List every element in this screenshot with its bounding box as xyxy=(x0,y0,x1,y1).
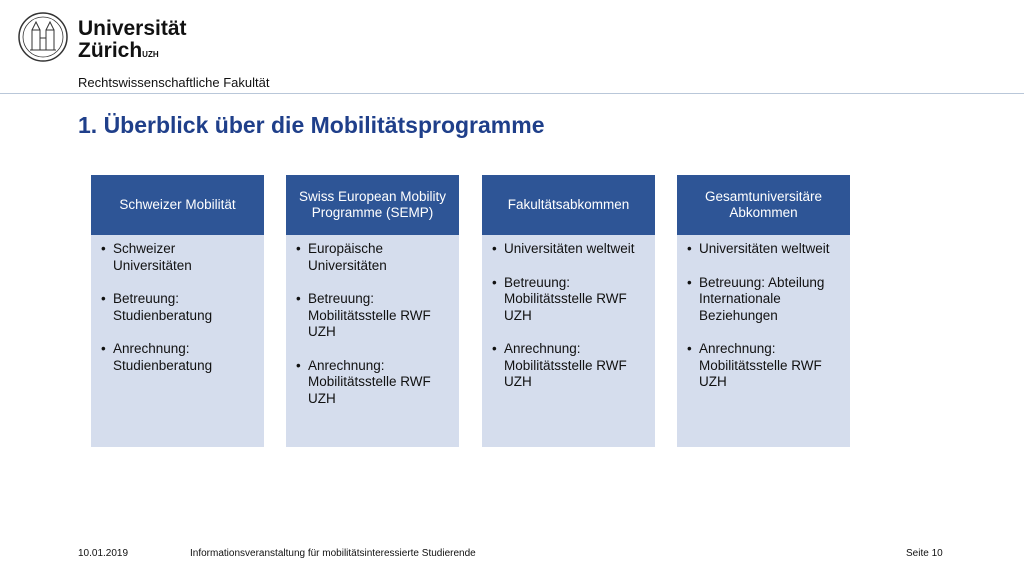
program-details xyxy=(286,235,459,447)
program-column-schweizer-mobilitaet xyxy=(91,175,264,447)
program-item: • Anrechnung: Mobilitätsstelle RWF UZH xyxy=(492,341,645,391)
university-name-line1: Universität xyxy=(78,17,187,40)
university-name-line2 xyxy=(78,40,187,62)
university-name-city: Zürich xyxy=(78,39,143,62)
program-heading: Schweizer Mobilität xyxy=(91,175,264,235)
program-item: • Universitäten weltweit xyxy=(492,241,645,258)
footer-date: 10.01.2019 xyxy=(78,548,129,559)
footer-event: Informationsveranstaltung für mobilitätsinteressierte Studierende xyxy=(190,548,476,559)
program-item: • Betreuung: Mobilitätsstelle RWF UZH xyxy=(492,275,645,325)
university-name xyxy=(78,18,187,62)
program-item: • Betreuung: Abteilung Internationale Beziehungen xyxy=(687,275,840,325)
program-item: • Universitäten weltweit xyxy=(687,241,840,258)
faculty-name: Rechtswissenschaftliche Fakultät xyxy=(78,75,270,90)
program-item: • Anrechnung: Studienberatung xyxy=(101,341,254,374)
university-seal-icon xyxy=(18,12,68,62)
program-column-gesamtuniversitaere-abkommen xyxy=(677,175,850,447)
program-item: • Anrechnung: Mobilitätsstelle RWF UZH xyxy=(687,341,840,391)
program-item: • Schweizer Universitäten xyxy=(101,241,254,274)
program-details xyxy=(482,235,655,447)
program-heading: Gesamtuniversitäre Abkommen xyxy=(677,175,850,235)
program-column-fakultaetsabkommen xyxy=(482,175,655,447)
program-item: • Europäische Universitäten xyxy=(296,241,449,274)
slide-title: 1. Überblick über die Mobilitätsprogramme xyxy=(78,112,545,138)
program-column-semp xyxy=(286,175,459,447)
header-divider xyxy=(0,93,1024,94)
program-item: • Betreuung: Mobilitätsstelle RWF UZH xyxy=(296,291,449,341)
program-details xyxy=(91,235,264,447)
program-heading: Swiss European Mobility Programme (SEMP) xyxy=(286,175,459,235)
footer-page-number: Seite 10 xyxy=(906,548,943,559)
university-abbrev: UZH xyxy=(142,50,159,59)
program-item: • Anrechnung: Mobilitätsstelle RWF UZH xyxy=(296,358,449,408)
program-item: • Betreuung: Studienberatung xyxy=(101,291,254,324)
program-heading: Fakultätsabkommen xyxy=(482,175,655,235)
program-details xyxy=(677,235,850,447)
